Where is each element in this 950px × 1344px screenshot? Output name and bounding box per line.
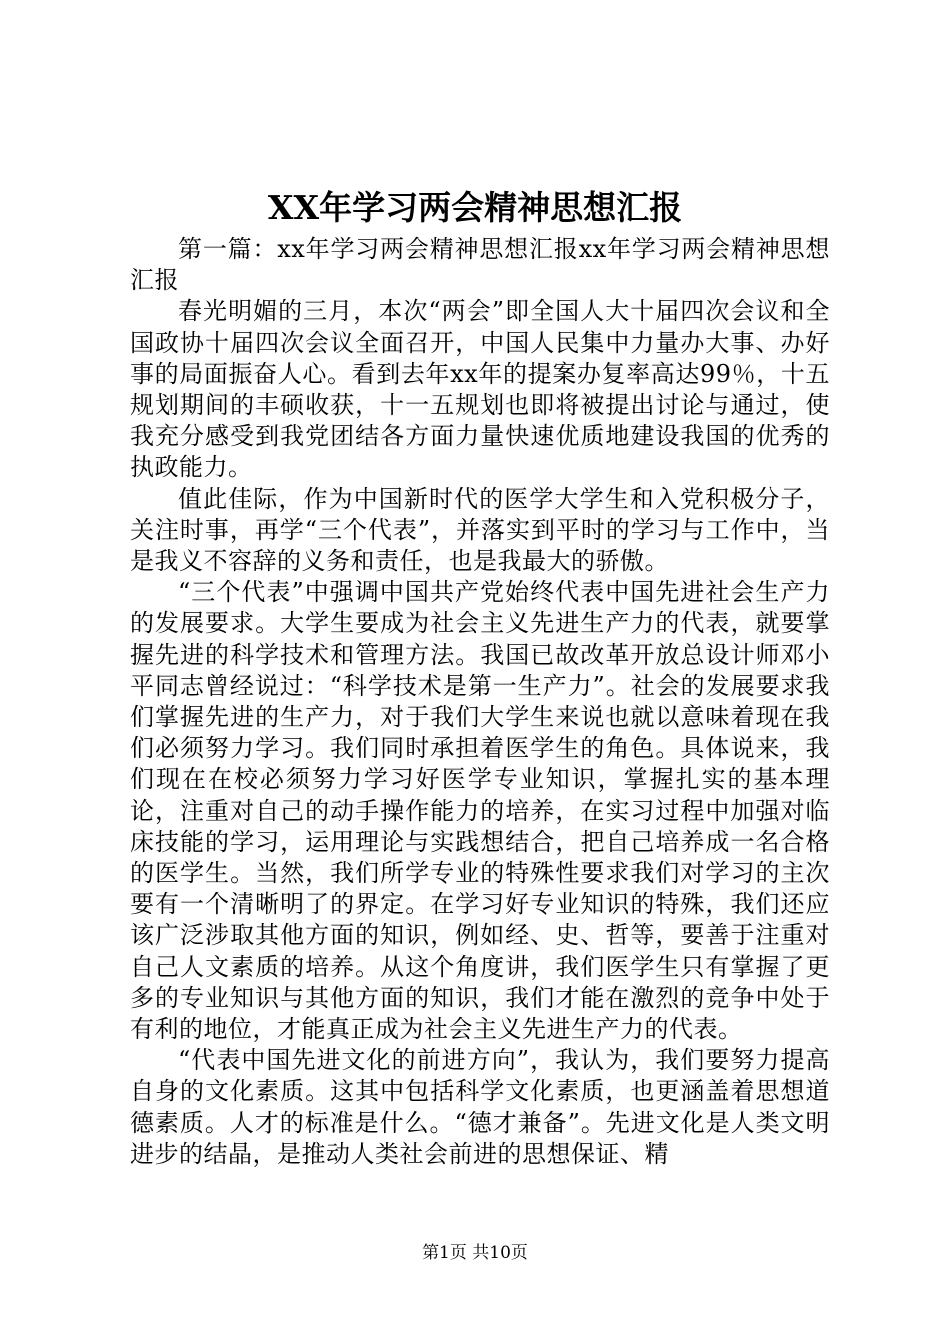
- paragraph-5: “代表中国先进文化的前进方向”，我认为，我们要努力提高自身的文化素质。这其中包括科学文化素质，也更涵盖着思想道德素质。人才的标准是什么。“德才兼备”。先进文化是人类文明进步的结晶，是推动人类社会前进的思想保证、精: [130, 1046, 830, 1168]
- paragraph-1: 第一篇：xx年学习两会精神思想汇报xx年学习两会精神思想汇报: [130, 235, 830, 295]
- paragraph-2: 春光明媚的三月，本次“两会”即全国人大十届四次会议和全国政协十届四次会议全面召开，中国人民集中力量办大事、办好事的局面振奋人心。看到去年xx年的提案办复率高达99％，十五规划期间的丰硕收获，十一五规划也即将被提出讨论与通过，使我充分感受到我党团结各方面力量快速优质地建设我国的优秀的执政能力。: [130, 297, 830, 482]
- paragraph-3: 值此佳际，作为中国新时代的医学大学生和入党积极分子，关注时事，再学“三个代表”，并落实到平时的学习与工作中，当是我义不容辞的义务和责任，也是我最大的骄傲。: [130, 484, 830, 576]
- page-number-footer: 第1页 共10页: [422, 1243, 528, 1263]
- document-title: XX年学习两会精神思想汇报: [267, 188, 683, 227]
- document-body: [130, 234, 830, 1170]
- paragraph-4: “三个代表”中强调中国共产党始终代表中国先进社会生产力的发展要求。大学生要成为社会主义先进生产力的代表，就要掌握先进的科学技术和管理方法。我国已故改革开放总设计师邓小平同志曾经说过：“科学技术是第一生产力”。社会的发展要求我们掌握先进的生产力，对于我们大学生来说也就以意味着现在我们必须努力学习。我们同时承担着医学生的角色。具体说来，我们现在在校必须努力学习好医学专业知识，掌握扎实的基本理论，注重对自己的动手操作能力的培养，在实习过程中加强对临床技能的学习，运用理论与实践想结合，把自己培养成一名合格的医学生。当然，我们所学专业的特殊性要求我们对学习的主次要有一个清晰明了的界定。在学习好专业知识的特殊，我们还应该广泛涉取其他方面的知识，例如经、史、哲等，要善于注重对自己人文素质的培养。从这个角度讲，我们医学生只有掌握了更多的专业知识与其他方面的知识，我们才能在激烈的竞争中处于有利的地位，才能真正成为社会主义先进生产力的代表。: [130, 578, 830, 1044]
